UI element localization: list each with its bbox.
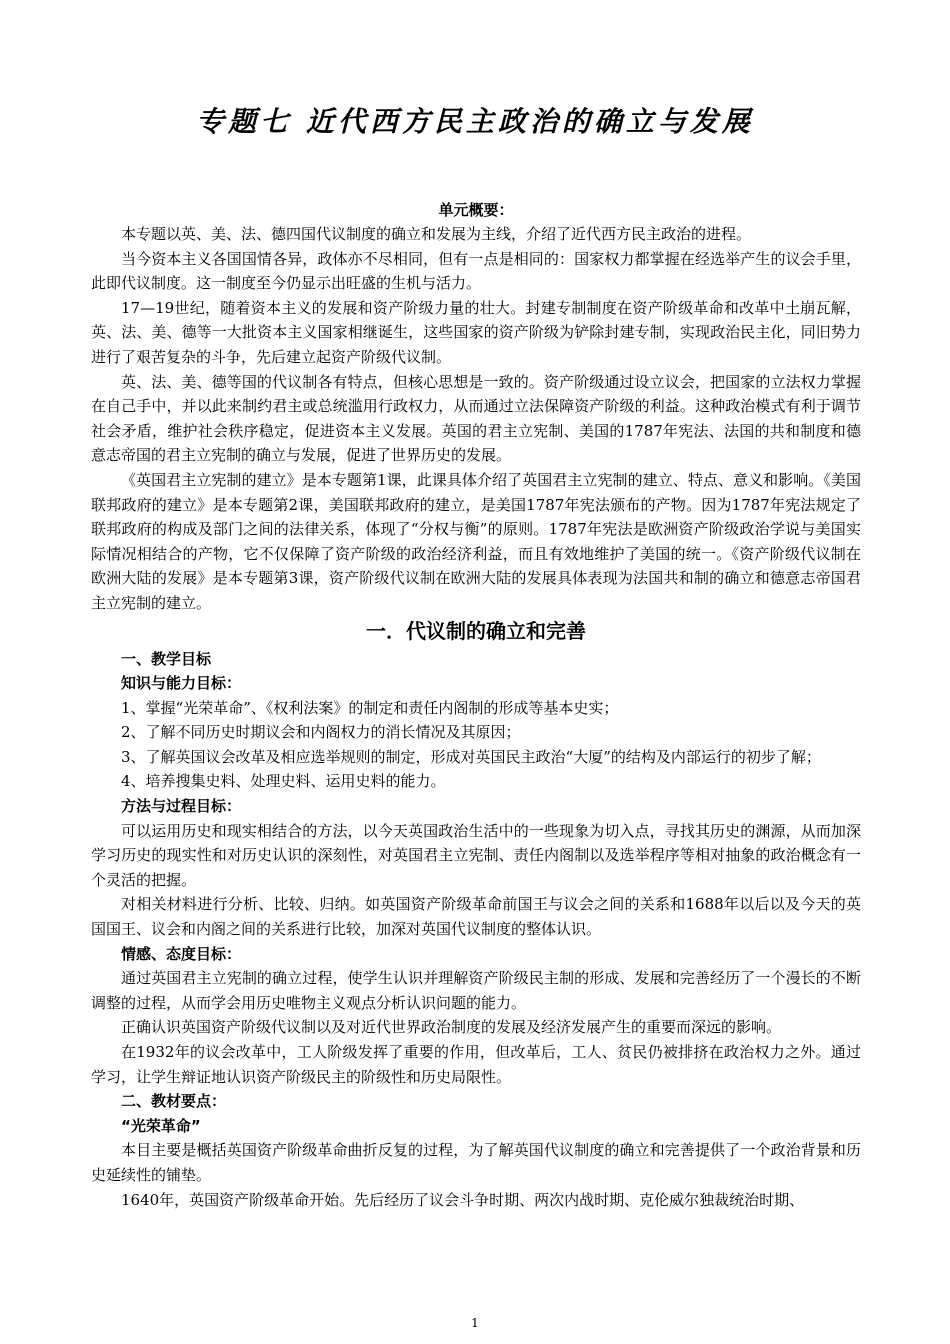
knowledge-item: 2、了解不同历史时期议会和内阁权力的消长情况及其原因； xyxy=(121,723,521,742)
attitude-paragraph: 通过英国君主立宪制的确立过程，使学生认识并理解资产阶级民主制的形成、发展和完善经历了一个漫长的不断调整的过程，从而学会用历史唯物主义观点分析认识问题的能力。 xyxy=(91,969,861,1012)
knowledge-item: 3、了解英国议会改革及相应选举规则的制定，形成对英国民主政治“大厦”的结构及内部运行的初步了解； xyxy=(121,747,821,766)
method-paragraph: 可以运用历史和现实相结合的方法，以今天英国政治生活中的一些现象为切入点，寻找其历史的渊源，从而加深学习历史的现实性和对历史认识的深刻性，对英国君主立宪制、责任内阁制以及选举程序等相对抽象的政治概念有一个灵活的把握。 xyxy=(91,821,861,889)
attitude-paragraph: 在1932年的议会改革中，工人阶级发挥了重要的作用，但改革后，工人、贫民仍被排挤在政治权力之外。通过学习，让学生辩证地认识资产阶级民主的阶级性和历史局限性。 xyxy=(91,1043,861,1086)
overview-paragraph: 《英国君主立宪制的建立》是本专题第1课，此课具体介绍了英国君主立宪制的建立、特点、意义和影响。《美国联邦政府的建立》是本专题第2课，美国联邦政府的建立，是美国1787年宪法颁布的产物。因为1787年宪法规定了联邦政府的构成及部门之间的法律关系，体现了“分权与衡”的原则。1787年宪法是欧洲资产阶级政治学说与美国实际情况相结合的产物，它不仅保障了资产阶级的政治经济利益，而且有效地维护了美国的统一。《资产阶级代议制在欧洲大陆的发展》是本专题第3课，资产阶级代议制在欧洲大陆的发展具体表现为法国共和制的确立和德意志帝国君主立宪制的建立。 xyxy=(91,470,861,612)
overview-paragraph: 本专题以英、美、法、德四国代议制度的确立和发展为主线，介绍了近代西方民主政治的进程。 xyxy=(121,225,752,243)
key-point-paragraph: 1640年，英国资产阶级革命开始。先后经历了议会斗争时期、两次内战时期、克伦威尔独裁统治时期、 xyxy=(121,1190,805,1209)
method-paragraph: 对相关材料进行分析、比较、归纳。如英国资产阶级革命前国王与议会之间的关系和1688年以后以及今天的英国国王、议会和内阁之间的关系进行比较，加深对英国代议制度的整体认识。 xyxy=(91,895,861,939)
page-number: 1 xyxy=(471,1316,479,1330)
overview-paragraph: 英、法、美、德等国的代议制各有特点，但核心思想是一致的。资产阶级通过设立议会，把国家的立法权力掌握在自己手中，并以此来制约君主或总统滥用行政权力，从而通过立法保障资产阶级的利益。这种政治模式有利于调节社会矛盾，维护社会秩序稳定，促进资本主义发展。英国的君主立宪制、美国的1787年宪法、法国的共和制度和德意志帝国的君主立宪制的确立与发展，促进了世界历史的发展。 xyxy=(91,372,861,465)
document-body xyxy=(91,198,861,1212)
overview-heading: 单元概要： xyxy=(438,201,514,219)
key-point-paragraph: 本目主要是概括英国资产阶级革命曲折反复的过程，为了解英国代议制度的确立和完善提供了一个政治背景和历史延续性的铺垫。 xyxy=(91,1141,861,1184)
attitude-paragraph: 正确认识英国资产阶级代议制以及对近代世界政治制度的发展及经济发展产生的重要而深远的影响。 xyxy=(121,1018,782,1037)
overview-paragraph: 17—19世纪，随着资本主义的发展和资产阶级力量的壮大。封建专制制度在资产阶级革命和改革中土崩瓦解，英、法、美、德等一大批资本主义国家相继诞生，这些国家的资产阶级为铲除封建专制，实现政治民主化，同旧势力进行了艰苦复杂的斗争，先后建立起资产阶级代议制。 xyxy=(91,298,861,366)
knowledge-item: 1、掌握“光荣革命”、《权利法案》的制定和责任内阁制的形成等基本史实； xyxy=(121,698,619,717)
knowledge-item: 4、培养搜集史料、处理史料、运用史料的能力。 xyxy=(121,772,446,791)
method-heading: 方法与过程目标： xyxy=(121,797,242,816)
section-title: 一．代议制的确立和完善 xyxy=(366,618,586,643)
knowledge-heading: 知识与能力目标： xyxy=(121,674,242,693)
teaching-goals-heading: 一、教学目标 xyxy=(121,649,212,668)
key-points-heading: 二、教材要点： xyxy=(121,1092,227,1111)
attitude-heading: 情感、态度目标： xyxy=(121,944,242,963)
document-title: 专题七 近代西方民主政治的确立与发展 xyxy=(196,105,754,138)
glorious-revolution-heading: “光荣革命” xyxy=(121,1116,201,1135)
overview-paragraph: 当今资本主义各国国情各异，政体亦不尽相同，但有一点是相同的：国家权力都掌握在经选举产生的议会手里，此即代议制度。这一制度至今仍显示出旺盛的生机与活力。 xyxy=(91,249,861,293)
